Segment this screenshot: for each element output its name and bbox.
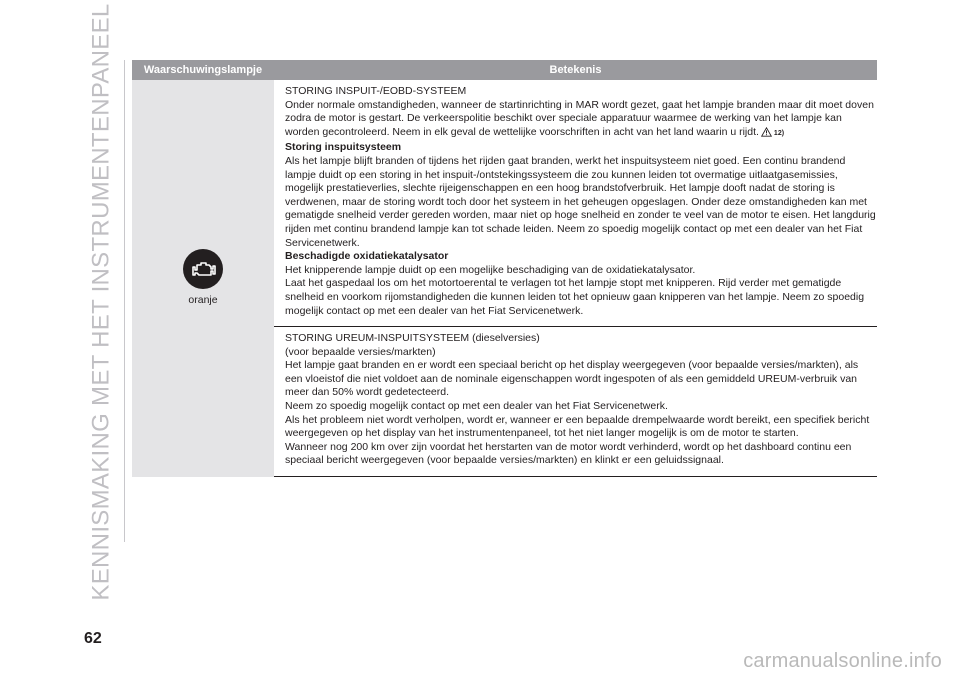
desc-1-body-1: Als het lampje blijft branden of tijdens het rijden gaat branden, werkt het inspuitsysteem niet goed. Een continu brandend lampje duidt op een storing in het inspuit-/ontstekingssysteem die zou kunnen leiden tot overmatige uitlaatgasemissies, mogelijk prestatieverlies, slechte rijeigenschappen en een hoog brandstofverbruik. Het lampje dooft nadat de storing is verdwenen, maar de storing wordt toch door het systeem in het geheugen opgeslagen. Onder deze omstandigheden kan met gematigde snelheid verder gereden worden, maar niet op hoge snelheid en zonder te veel van de motor te eisen. Het langdurig rijden met continu brandend lampje kan tot schade leiden. Neem zo spoedig mogelijk contact op met een dealer van het Fiat Servicenetwerk. [285,154,876,249]
desc-2-scope: (voor bepaalde versies/markten) [285,345,436,358]
desc-2-title: STORING UREUM-INSPUITSYSTEEM (dieselversies) [285,332,540,345]
section-side-title [84,3,120,601]
page-number: 62 [84,630,102,647]
description-cell-1 [274,80,877,327]
side-divider [124,60,125,542]
lamp-cell [132,80,274,477]
desc-2-body-4: Wanneer nog 200 km over zijn voordat het herstarten van de motor wordt verhinderd, wordt op het dashboard continu een speciaal bericht weergegeven (voor bepaalde versies/markten) en klinkt er een geluidssignaal. [285,440,852,467]
header-meaning: Betekenis [274,60,877,80]
section-side-title-text: KENNISMAKING MET HET INSTRUMENTENPANEEL [88,3,115,601]
table-row [132,80,877,327]
warning-triangle-icon [761,127,772,142]
desc-1-subheading-1: Storing inspuitsysteem [285,141,402,154]
desc-1-title: STORING INSPUIT-/EOBD-SYSTEEM [285,85,467,97]
desc-2-body-1: Het lampje gaat branden en er wordt een speciaal bericht op het display weergegeven (voor bepaalde versies/markten), als een vloeistof die niet voldoet aan de nominale eigenschappen wordt ingespoten of als een gemiddeld UREUM-verbruik van meer dan 50% wordt gedetecteerd. [285,359,859,399]
desc-2-body-3: Als het probleem niet wordt verholpen, wordt er, wanneer er een bepaalde drempelwaarde wordt bereikt, een specifiek bericht weergegeven op het display van het instrumentenpaneel, tot het niet langer mogelijk is om de motor te starten. [285,413,870,440]
desc-1-body-3: Laat het gaspedaal los om het motortoerental te verlagen tot het lampje stopt met knipperen. Rijd verder met gematigde snelheid en voorkom rijomstandigheden die kunnen leiden tot het opnieuw gaan knipperen van het lampje. Neem zo spoedig mogelijk contact op met een dealer van het Fiat Servicenetwerk. [285,277,865,317]
watermark: carmanualsonline.info [743,650,942,672]
reference-note: 12) [773,129,785,137]
header-lamp: Waarschuwingslampje [132,60,274,80]
lamp-circle [183,249,223,289]
lamp-color-label: oranje [188,293,218,306]
lamp-icon-wrap [183,249,223,306]
desc-1-intro [285,99,877,142]
desc-1-body-2: Het knipperende lampje duidt op een mogelijke beschadiging van de oxidatiekatalysator. [285,263,696,276]
table-header-row [132,60,877,80]
desc-1-intro-text: Onder normale omstandigheden, wanneer de startinrichting in MAR wordt gezet, gaat het lampje branden maar dit moet doven zodra de motor is gestart. De verkeerspolitie beschikt over speciale apparatuur waarmee de werking van het lampje kan worden gecontroleerd. Neem in elk geval de wettelijke voorschriften in acht van het land waarin u rijdt. [285,98,874,138]
desc-1-subheading-2: Beschadigde oxidatiekatalysator [285,250,449,263]
description-cell-2 [274,327,877,477]
warning-lamp-table [132,60,877,477]
engine-check-icon [190,260,216,278]
desc-2-body-2: Neem zo spoedig mogelijk contact op met een dealer van het Fiat Servicenetwerk. [285,400,668,413]
